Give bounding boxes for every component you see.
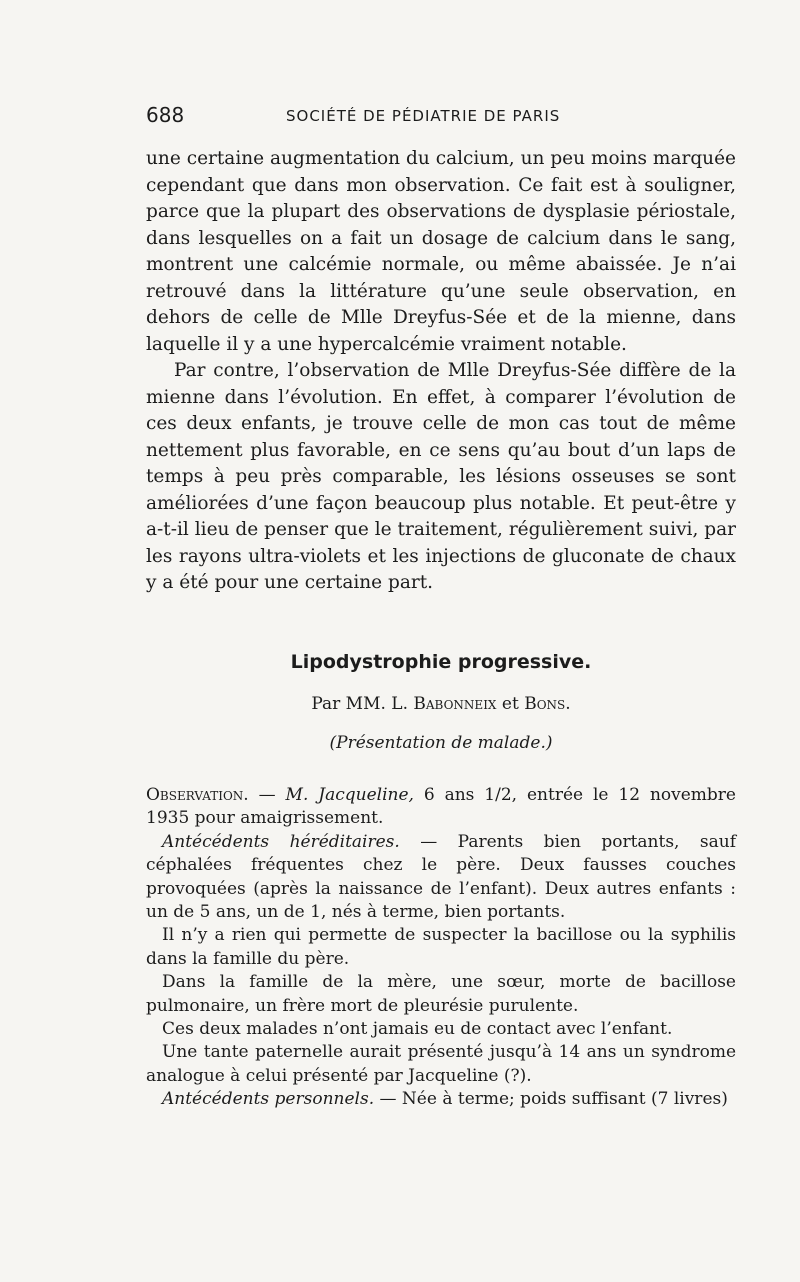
author-babonneix: Babonneix <box>413 694 497 714</box>
paragraph-contact: Ces deux malades n’ont jamais eu de contact avec l’enfant. <box>162 1019 673 1040</box>
page-number: 688 <box>146 103 185 127</box>
presentation-text: (Présentation de malade.) <box>329 733 553 753</box>
paragraph-calcium: une certaine augmentation du calcium, un peu moins marquée cependant que dans mon observation. Ce fait est à souligner, parce que la plupart des observations de dysplasie périostale, dans lesquelles on a fait un dosage de calcium dans le sang, montrent une calcémie normale, ou même abaissée. Je n’ai retrouvé dans la littérature qu’une seule observation, en dehors de celle de Mlle Dreyfus-Sée et de la mienne, dans laquelle il y a une hypercalcémie vraiment notable. <box>146 148 736 355</box>
personal-history <box>146 1088 736 1111</box>
observation-section <box>146 784 736 1112</box>
observation-intro-text: 6 ans 1/2, entrée le 12 novembre 1935 pour amaigrissement. <box>146 785 736 829</box>
body-text <box>146 146 736 597</box>
journal-title: SOCIÉTÉ DE PÉDIATRIE DE PARIS <box>286 107 561 125</box>
hereditary-label: Antécédents héréditaires. <box>162 831 400 852</box>
article-authors <box>146 694 736 714</box>
paragraph-mother: Dans la famille de la mère, une sœur, morte de bacillose pulmonaire, un frère mort de pleurésie purulente. <box>146 972 736 1016</box>
personal-text: — Née à terme; poids suffisant (7 livres) <box>374 1089 728 1110</box>
hereditary-history <box>146 831 736 925</box>
author-bons: Bons <box>524 694 566 714</box>
observation-intro <box>146 784 736 831</box>
authors-prefix: Par MM. L. <box>311 694 408 714</box>
article-title: Lipodystrophie progressive. <box>290 651 592 673</box>
paragraph-father: Il n’y a rien qui permette de suspecter la bacillose ou la syphilis dans la famille du père. <box>146 925 736 969</box>
presentation-note <box>146 733 736 753</box>
paragraph-aunt: Une tante paternelle aurait présenté jusqu’à 14 ans un syndrome analogue à celui présenté par Jacqueline (?). <box>146 1042 736 1086</box>
observation-label: Observation. <box>146 785 249 805</box>
authors-suffix: . <box>565 694 571 714</box>
authors-and: et <box>501 694 519 714</box>
patient-name: M. Jacqueline, <box>285 785 414 805</box>
running-header <box>146 103 596 131</box>
personal-label: Antécédents personnels. <box>162 1089 375 1110</box>
paragraph-evolution: Par contre, l’observation de Mlle Dreyfus-Sée diffère de la mienne dans l’évolution. En effet, à comparer l’évolution de ces deux enfants, je trouve celle de mon cas tout de même nettement plus favorable, en ce sens qu’au bout d’un laps de temps à peu près comparable, les lésions osseuses se sont améliorées d’une façon beaucoup plus notable. Et peut-être y a-t-il lieu de penser que le traitement, régulièrement suivi, par les rayons ultra-violets et les injections de gluconate de chaux y a été pour une certaine part. <box>146 360 736 593</box>
hereditary-text: — Parents bien portants, sauf céphalées fréquentes chez le père. Deux fausses couches provoquées (après la naissance de l’enfant). Deux autres enfants : un de 5 ans, un de 1, nés à terme, bien portants. <box>146 831 736 923</box>
observation-dash: — <box>248 785 286 805</box>
